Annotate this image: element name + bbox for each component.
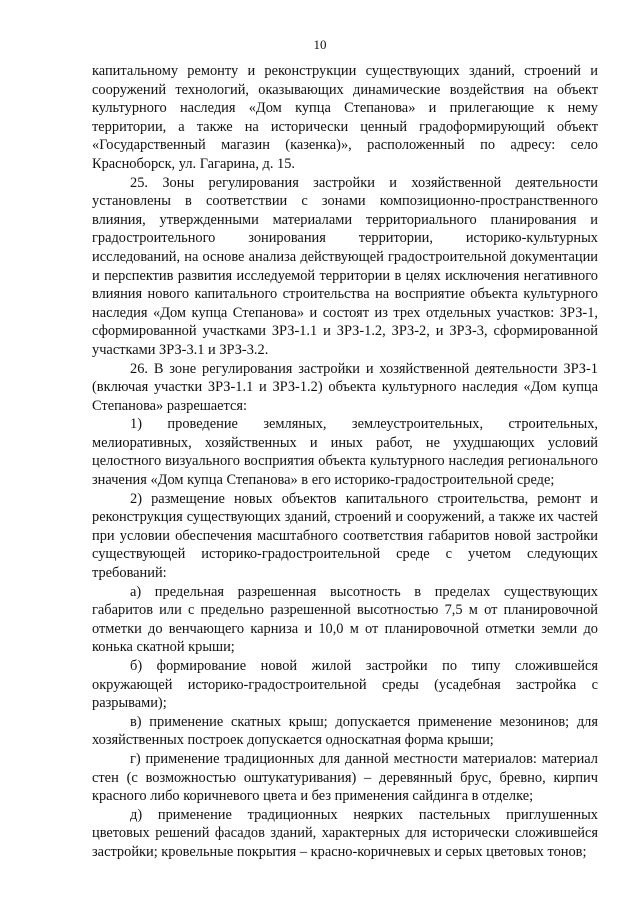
paragraph-continuation: капитальному ремонту и реконструкции существующих зданий, строений и сооружений технологий, оказывающих динамические воздействия на объект культурного наследия «Дом купца Степанова» и прилегающие к нему территории, а также на исторически ценный градоформирующий объект «Государственный магазин (казенка)», расположенный по адресу: село Красноборск, ул. Гагарина, д. 15. <box>92 63 598 172</box>
paragraph-26: 26. В зоне регулирования застройки и хозяйственной деятельности ЗРЗ-1 (включая участки ЗРЗ-1.1 и ЗРЗ-1.2) объекта культурного наследия «Дом купца Степанова» разрешается: <box>92 360 598 414</box>
list-item-2: 2) размещение новых объектов капитального строительства, ремонт и реконструкция существующих зданий, строений и сооружений, а также их частей при условии обеспечения масштабного соответствия габаритов новой застройки существующей историко-градостроительной среде с учетом следующих требований: <box>92 490 598 582</box>
list-item-2d: д) применение традиционных неярких пастельных приглушенных цветовых решений фасадов зданий, характерных для исторически сложившейся застройки; кровельные покрытия – красно-коричневых и серых цветовых тонов; <box>92 806 598 860</box>
list-item-2v: в) применение скатных крыш; допускается применение мезонинов; для хозяйственных построек допускается односкатная форма крыши; <box>92 713 598 749</box>
list-item-2g: г) применение традиционных для данной местности материалов: материал стен (с возможностью оштукатуривания) – деревянный брус, бревно, кирпич красного либо коричневого цвета и без применения сайдинга в отделке; <box>92 750 598 805</box>
list-item-2a: а) предельная разрешенная высотность в пределах существующих габаритов или с предельно разрешенной высотностью 7,5 м от планировочной отметки до венчающего карниза и 10,0 м от планировочной отметки земли до конька скатной крыши; <box>92 583 598 656</box>
document-body <box>92 62 598 862</box>
list-item-2b: б) формирование новой жилой застройки по типу сложившейся окружающей историко-градостроительной среды (усадебная застройка с разрывами); <box>92 658 598 712</box>
paragraph-25: 25. Зоны регулирования застройки и хозяйственной деятельности установлены в соответствии с зонами композиционно-пространственного влияния, утвержденными материалами территориального планирования и градостроительного зонирования территории, историко-культурных исследований, на основе анализа действующей градостроительной документации и перспектив развития исследуемой территории в целях исключения негативного влияния нового капитального строительства на восприятие объекта культурного наследия «Дом купца Степанова» и состоят из трех отдельных участков: ЗРЗ-1, сформированной участками ЗРЗ-1.1 и ЗРЗ-1.2, ЗРЗ-2, и ЗРЗ-3, сформированной участками ЗРЗ-3.1 и ЗРЗ-3.2. <box>92 174 598 358</box>
page-number: 10 <box>313 37 327 52</box>
list-item-1: 1) проведение земляных, землеустроительных, строительных, мелиоративных, хозяйственных и иных работ, не ухудшающих условий целостного визуального восприятия объекта культурного наследия регионального значения «Дом купца Степанова» в его историко-градостроительной среде; <box>92 416 598 489</box>
